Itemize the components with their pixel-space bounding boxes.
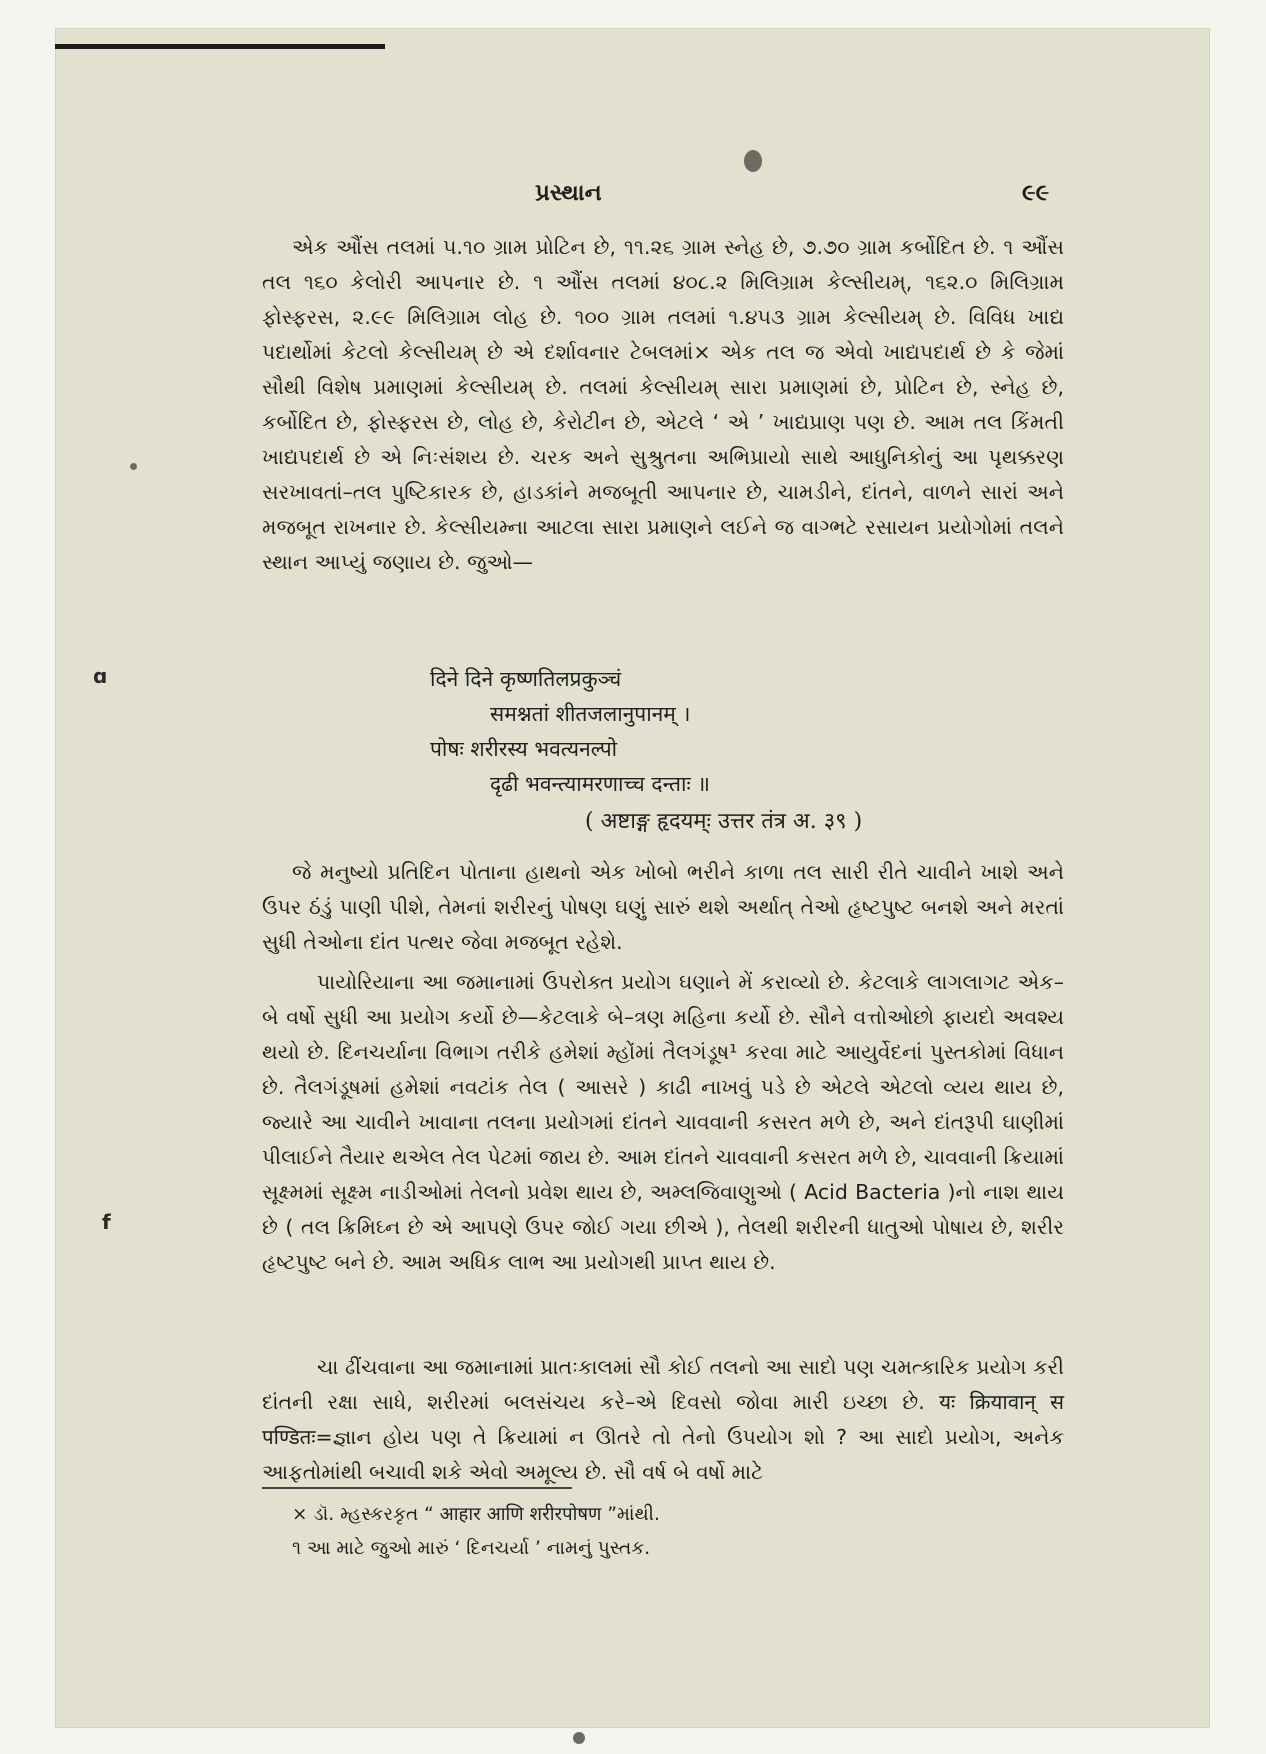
body-paragraph: ચા ઢીંચવાના આ જમાનામાં પ્રાતઃકાલમાં સૌ કોઈ તલનો આ સાદો પણ ચમત્કારિક પ્રયોગ કરી દાંતની રક્ષા સાધે, શરીરમાં બલસંચય કરે–એ દિવસો જોવા મારી ઇચ્છા છે. यः क्रियावान् स पण्डितः=જ્ઞાન હોય પણ તે ક્રિયામાં ન ઊતરે તો તેનો ઉપયોગ શો ? આ સાદો પ્રયોગ, અનેક આફતોમાંથી બચાવી શકે એવો અમૂલ્ય છે. સૌ વર્ષ બે વર્ષો માટે [262, 1355, 1064, 1484]
verse-line: दिने दिने कृष्णतिलप्रकुञ्चं [430, 667, 622, 691]
body-paragraph: જે મનુષ્યો પ્રતિદિન પોતાના હાથનો એક ખોબો ભરીને કાળા તલ સારી રીતે ચાવીને ખાશે અને ઉપર ઠંડું પાણી પીશે, તેમનાં શરીરનું પોષણ ઘણું સારું થશે અર્થાત્ તેઓ હૃષ્ટપુષ્ટ બનશે અને મરતાં સુધી તેઓના દાંત પત્થર જેવા મજબૂત રહેશે. [262, 860, 1064, 954]
footnote: ૧ આ માટે જુઓ મારું ‘ દિનચર્યા ’ નામનું પુસ્તક. [292, 1538, 651, 1559]
running-title: પ્રસ્થાન [535, 180, 602, 206]
verse-line: समश्नतां शीतजलानुपानम् । [490, 702, 691, 726]
verse-citation: ( अष्टाङ्ग हृदयम्ः उत्तर तंत्र अ. ३९ ) [585, 809, 863, 834]
verse-line: पोषः शरीरस्य भवत्यनल्पो [430, 737, 618, 761]
page-number: ૯૯ [1022, 180, 1050, 206]
margin-mark: ɑ [93, 664, 108, 688]
margin-mark: f [102, 1210, 111, 1234]
body-paragraph: એક ઔંસ તલમાં ૫.૧૦ ગ્રામ પ્રોટિન છે, ૧૧.૨૬ ગ્રામ સ્નેહ છે, ૭.૭૦ ગ્રામ કર્બોદિત છે. ૧ ઔંસ તલ ૧૬૦ કેલોરી આપનાર છે. ૧ ઔંસ તલમાં ૪૦૮.૨ મિલિગ્રામ કેલ્સીયમ્, ૧૬૨.૦ મિલિગ્રામ ફોસ્ફરસ, ૨.૯૯ મિલિગ્રામ લોહ છે. ૧૦૦ ગ્રામ તલમાં ૧.૪૫૩ ગ્રામ કેલ્સીયમ્ છે. વિવિધ ખાદ્ય પદાર્થોમાં કેટલો કેલ્સીયમ્ છે એ દર્શાવનાર ટેબલમાં× એક તલ જ એવો ખાદ્યપદાર્થ છે કે જેમાં સૌથી વિશેષ પ્રમાણમાં કેલ્સીયમ્ છે. તલમાં કેલ્સીયમ્ સારા પ્રમાણમાં છે, પ્રોટિન છે, સ્નેહ છે, કર્બોદિત છે, ફોસ્ફરસ છે, લોહ છે, કેરોટીન છે, એટલે ‘ એ ’ ખાદ્યપ્રાણ પણ છે. આમ તલ કિંમતી ખાદ્યપદાર્થ છે એ નિઃસંશય છે. ચરક અને સુશ્રુતના અભિપ્રાયો સાથે આધુનિકોનું આ પૃથક્કરણ સરખાવતાં–તલ પુષ્ટિકારક છે, હાડકાંને મજબૂતી આપનાર છે, ચામડીને, દાંતને, વાળને સારાં અને મજબૂત રાખનાર છે. કેલ્સીયમ્ના આટલા સારા પ્રમાણને લઈને જ વાગ્ભટે રસાયન પ્રયોગોમાં તલને સ્થાન આપ્યું જણાય છે. જુઓ— [262, 235, 1064, 574]
top-edge-rule [55, 44, 385, 49]
ink-blot [573, 1732, 585, 1744]
verse-line: दृढी भवन्त्यामरणाच्च दन्ताः ॥ [490, 772, 710, 796]
body-paragraph: પાયોરિયાના આ જમાનામાં ઉપરોક્ત પ્રયોગ ઘણાને મેં કરાવ્યો છે. કેટલાકે લાગલાગટ એક–બે વર્ષો સુધી આ પ્રયોગ કર્યો છે—કેટલાકે બે–ત્રણ મહિના કર્યો છે. સૌને વત્તોઓછો ફાયદો અવશ્ય થયો છે. દિનચર્યાના વિભાગ તરીકે હમેશાં મ્હોંમાં તૈલગંડૂષ¹ કરવા માટે આયુર્વેદનાં પુસ્તકોમાં વિધાન છે. તૈલગંડૂષમાં હમેશાં નવટાંક તેલ ( આસરે ) કાઢી નાખવું પડે છે એટલે એટલો વ્યય થાય છે, જ્યારે આ ચાવીને ખાવાના તલના પ્રયોગમાં દાંતને ચાવવાની કસરત મળે છે, અને દાંતરૂપી ઘાણીમાં પીલાઈને તૈયાર થએલ તેલ પેટમાં જાય છે. આમ દાંતને ચાવવાની કસરત મળે છે, ચાવવાની ક્રિયામાં સૂક્ષ્મમાં સૂક્ષ્મ નાડીઓમાં તેલનો પ્રવેશ થાય છે, અમ્લજિવાણુઓ ( Acid Bacteria )નો નાશ થાય છે ( તલ ક્રિમિઘ્ન છે એ આપણે ઉપર જોઈ ગયા છીએ ), તેલથી શરીરની ધાતુઓ પોષાય છે, શરીર હૃષ્ટપુષ્ટ બને છે. આમ અધિક લાભ આ પ્રયોગથી પ્રાપ્ત થાય છે. [262, 970, 1064, 1274]
footnote-rule [262, 1487, 572, 1489]
ink-blot [130, 463, 137, 470]
ink-blot [744, 150, 762, 172]
footnote: × ડૉ. મ્હસ્કરકૃત “ आहार आणि शरीरपोषण ”માંથી. [292, 1504, 660, 1525]
